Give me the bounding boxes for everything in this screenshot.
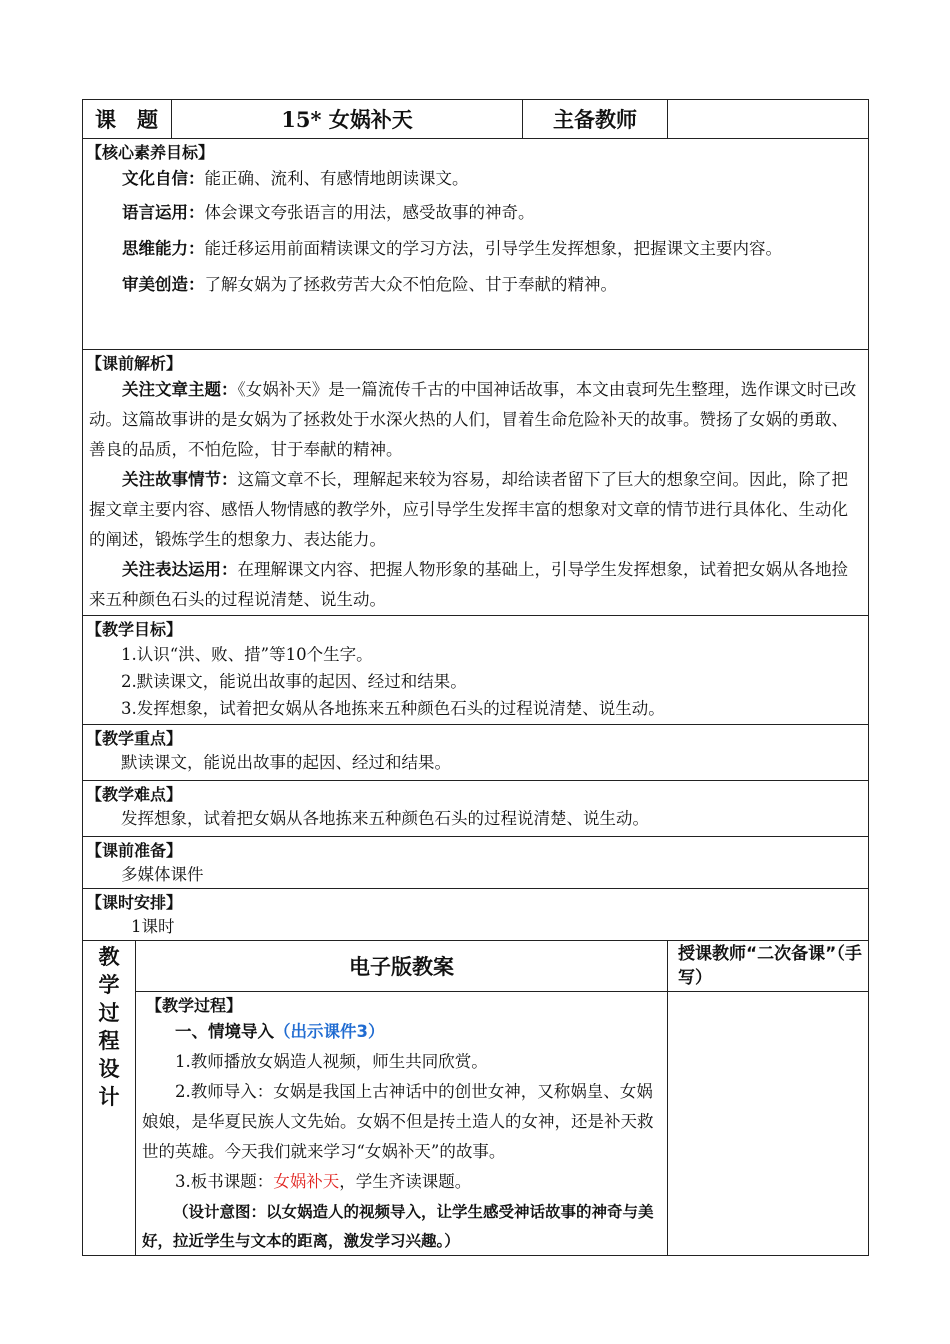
objective-item: 1.认识“洪、败、措”等10个生字。 — [121, 645, 373, 664]
core-goals-heading: 【核心素养目标】 — [86, 143, 215, 162]
process-p2: 2.教师导入：女娲是我国上古神话中的创世女神，又称娲皇、女娲娘娘，是华夏民族人文先始。女娲不但是抟土造人的女神，还是补天救世的英雄。今天我们就来学习“女娲补天”的故事。 — [142, 1082, 654, 1161]
lesson-plan-page — [82, 99, 868, 1256]
teacher-label: 主备教师 — [523, 100, 668, 139]
board-title-red: 女娲补天 — [273, 1172, 340, 1191]
step1-line: 一、情境导入（出示课件3） — [175, 1022, 385, 1041]
analysis-theme: 关注文章主题：《女娲补天》是一篇流传千古的中国神话故事，本文由袁珂先生整理，选作课文时已改动。这篇故事讲的是女娲为了拯救处于水深火热的人们，冒着生命危险补天的故事。赞扬了女娲的勇敢、善良的品质，不怕危险，甘于奉献的精神。 — [89, 380, 857, 459]
difficulties-heading: 【教学难点】 — [86, 785, 183, 804]
key-points-heading: 【教学重点】 — [86, 729, 183, 748]
schedule-section — [83, 889, 869, 941]
process-header-row — [83, 941, 869, 992]
analysis-expression: 关注表达运用：在理解课文内容、把握人物形象的基础上，引导学生发挥想象，试着把女娲从各地捡来五种颜色石头的过程说清楚、说生动。 — [89, 560, 848, 609]
teacher-value — [668, 100, 869, 139]
difficulties-section — [83, 781, 869, 837]
analysis-heading: 【课前解析】 — [86, 354, 183, 373]
analysis-section — [83, 350, 869, 616]
process-center-title: 电子版教案 — [136, 941, 668, 992]
goal-aesthetic: 审美创造：了解女娲为了拯救劳苦大众不怕危险、甘于奉献的精神。 — [122, 275, 617, 294]
analysis-plot: 关注故事情节：这篇文章不长，理解起来较为容易，却给读者留下了巨大的想象空间。因此，除了把握文章主要内容、感悟人物情感的教学外，应引导学生发挥丰富的想象对文章的情节进行具体化、生动化的阐述，锻炼学生的想象力、表达能力。 — [89, 470, 848, 549]
goal-language: 语言运用：体会课文夸张语言的用法，感受故事的神奇。 — [122, 203, 535, 222]
process-p3: 3.板书课题：女娲补天，学生齐读课题。 — [175, 1172, 472, 1191]
process-heading: 【教学过程】 — [146, 996, 243, 1015]
schedule-heading: 【课时安排】 — [86, 893, 183, 912]
handwritten-notes-cell[interactable] — [668, 992, 869, 1256]
goal-culture: 文化自信：能正确、流利、有感情地朗读课文。 — [122, 169, 469, 188]
core-goals-section — [83, 139, 869, 350]
key-points-text: 默读课文，能说出故事的起因、经过和结果。 — [121, 753, 451, 772]
process-content — [136, 992, 668, 1256]
preparation-section — [83, 837, 869, 889]
header-row — [83, 100, 869, 139]
objective-item: 2.默读课文，能说出故事的起因、经过和结果。 — [121, 672, 467, 691]
key-points-section — [83, 725, 869, 781]
lesson-plan-table — [82, 99, 869, 1256]
topic-label: 课 题 — [83, 100, 172, 139]
process-content-row — [83, 992, 869, 1256]
process-p1: 1.教师播放女娲造人视频，师生共同欣赏。 — [175, 1052, 488, 1071]
process-side-label: 教 学 过 程 设 计 — [83, 941, 136, 1256]
design-intent: （设计意图：以女娲造人的视频导入，让学生感受神话故事的神奇与美好，拉近学生与文本的距离，激发学习兴趣。） — [142, 1202, 654, 1250]
preparation-text: 多媒体课件 — [121, 865, 204, 884]
preparation-heading: 【课前准备】 — [86, 841, 183, 860]
goal-thinking: 思维能力：能迁移运用前面精读课文的学习方法，引导学生发挥想象，把握课文主要内容。 — [122, 239, 782, 258]
schedule-text: 1课时 — [131, 917, 175, 936]
process-right-title: 授课教师“二次备课”（手写） — [668, 941, 869, 992]
objectives-section — [83, 616, 869, 725]
objectives-heading: 【教学目标】 — [86, 620, 183, 639]
difficulties-text: 发挥想象，试着把女娲从各地拣来五种颜色石头的过程说清楚、说生动。 — [121, 809, 649, 828]
lesson-title: 15* 女娲补天 — [172, 100, 523, 139]
objective-item: 3.发挥想象，试着把女娲从各地拣来五种颜色石头的过程说清楚、说生动。 — [121, 699, 665, 718]
